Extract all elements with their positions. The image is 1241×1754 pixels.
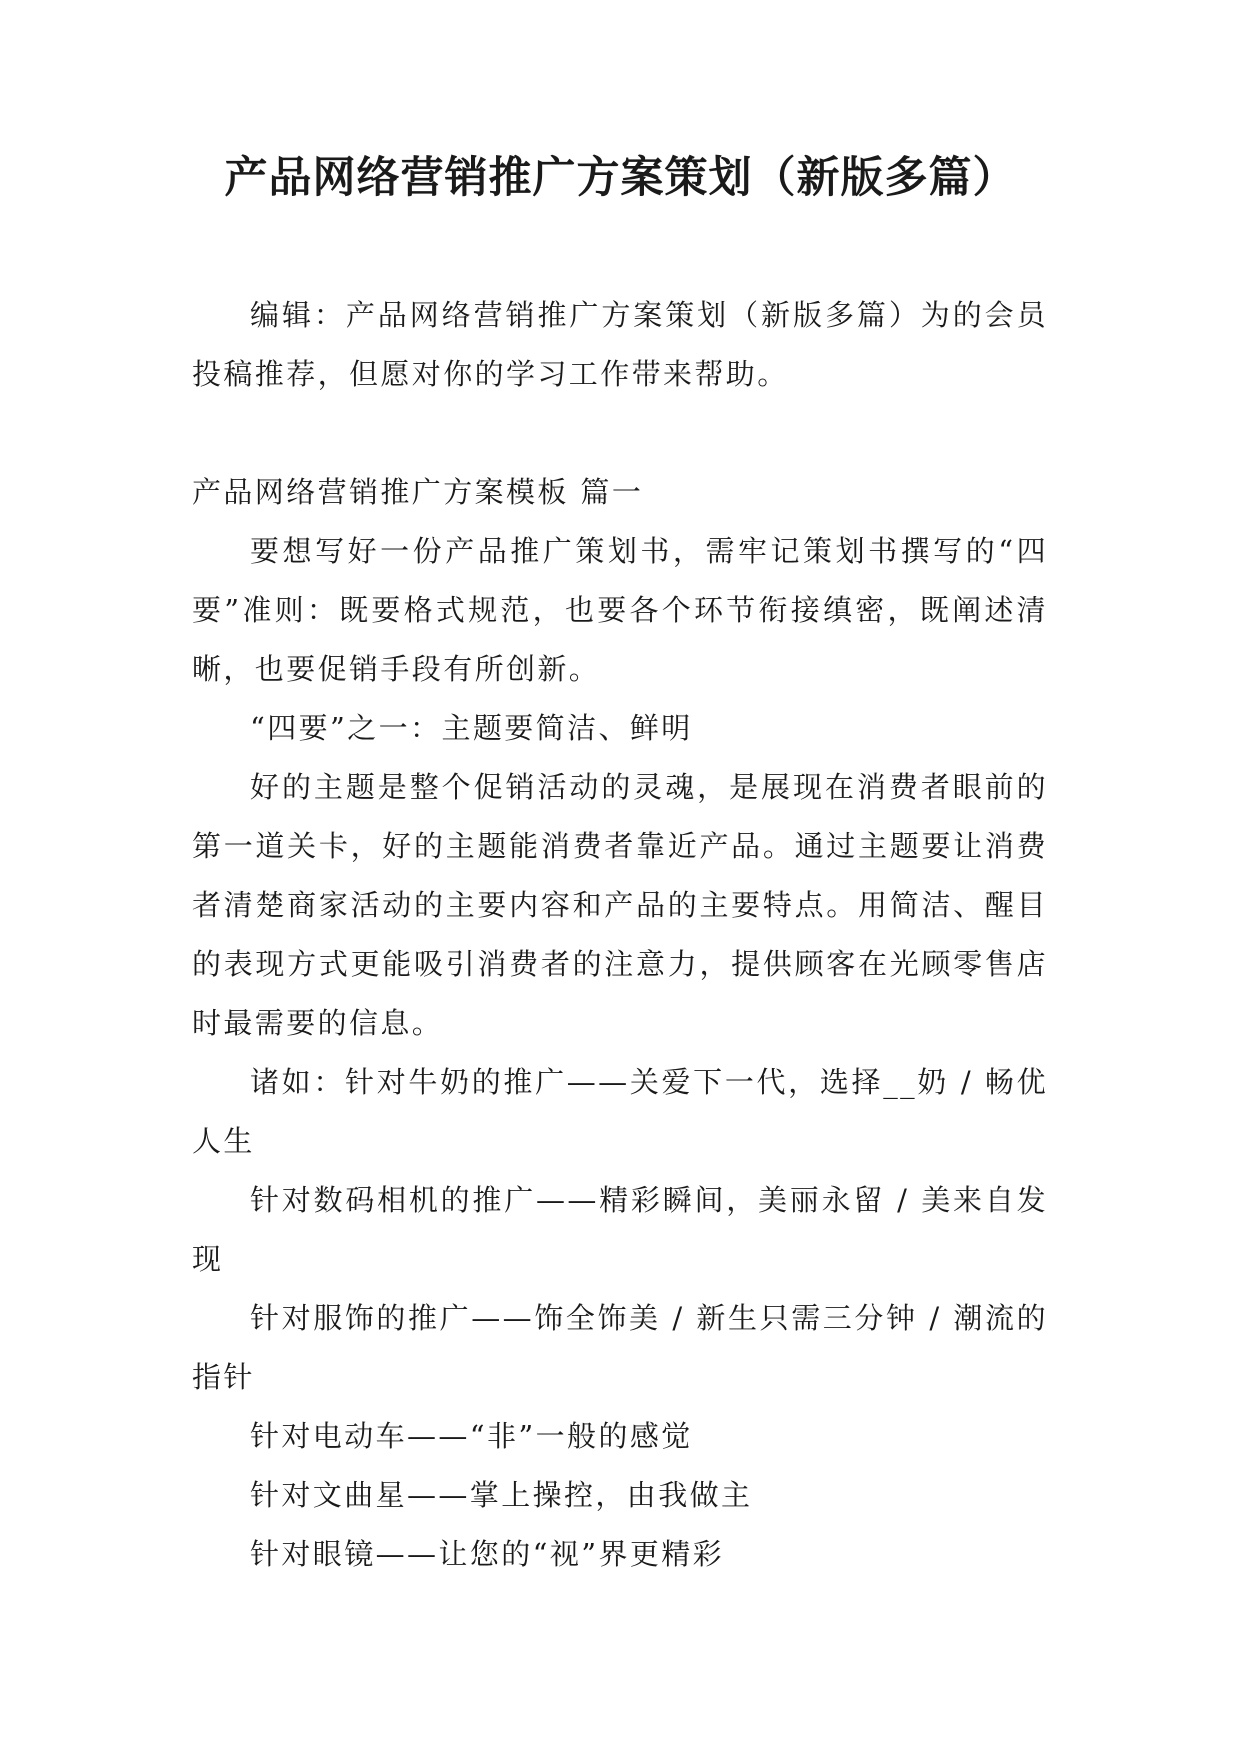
paragraph-gap (192, 404, 1048, 463)
example-paragraph: 诸如：针对牛奶的推广——关爱下一代，选择__奶 / 畅优人生 (192, 1065, 1048, 1158)
body-paragraph: 要想写好一份产品推广策划书，需牢记策划书撰写的“四要”准则：既要格式规范，也要各个环节衔接缜密，既阐述清晰，也要促销手段有所创新。 (192, 534, 1048, 686)
example-paragraph: 针对眼镜——让您的“视”界更精彩 (250, 1537, 725, 1571)
intro-paragraph: 编辑：产品网络营销推广方案策划（新版多篇）为的会员投稿推荐，但愿对你的学习工作带来帮助。 (192, 298, 1048, 391)
body-paragraph: 好的主题是整个促销活动的灵魂，是展现在消费者眼前的第一道关卡，好的主题能消费者靠近产品。通过主题要让消费者清楚商家活动的主要内容和产品的主要特点。用简洁、醒目的表现方式更能吸引消费者的注意力，提供顾客在光顾零售店时最需要的信息。 (192, 770, 1048, 1040)
example-paragraph: 针对数码相机的推广——精彩瞬间，美丽永留 / 美来自发现 (192, 1183, 1048, 1276)
document-title: 产品网络营销推广方案策划（新版多篇） (224, 153, 1017, 203)
example-paragraph: 针对服饰的推广——饰全饰美 / 新生只需三分钟 / 潮流的指针 (192, 1301, 1048, 1394)
example-paragraph: 针对文曲星——掌上操控，由我做主 (250, 1478, 753, 1512)
section-heading: 产品网络营销推广方案模板 篇一 (192, 475, 644, 509)
example-paragraph: 针对电动车——“非”一般的感觉 (250, 1419, 693, 1453)
document-body (192, 286, 1048, 1584)
subheading-paragraph: “四要”之一：主题要简洁、鲜明 (250, 711, 693, 745)
